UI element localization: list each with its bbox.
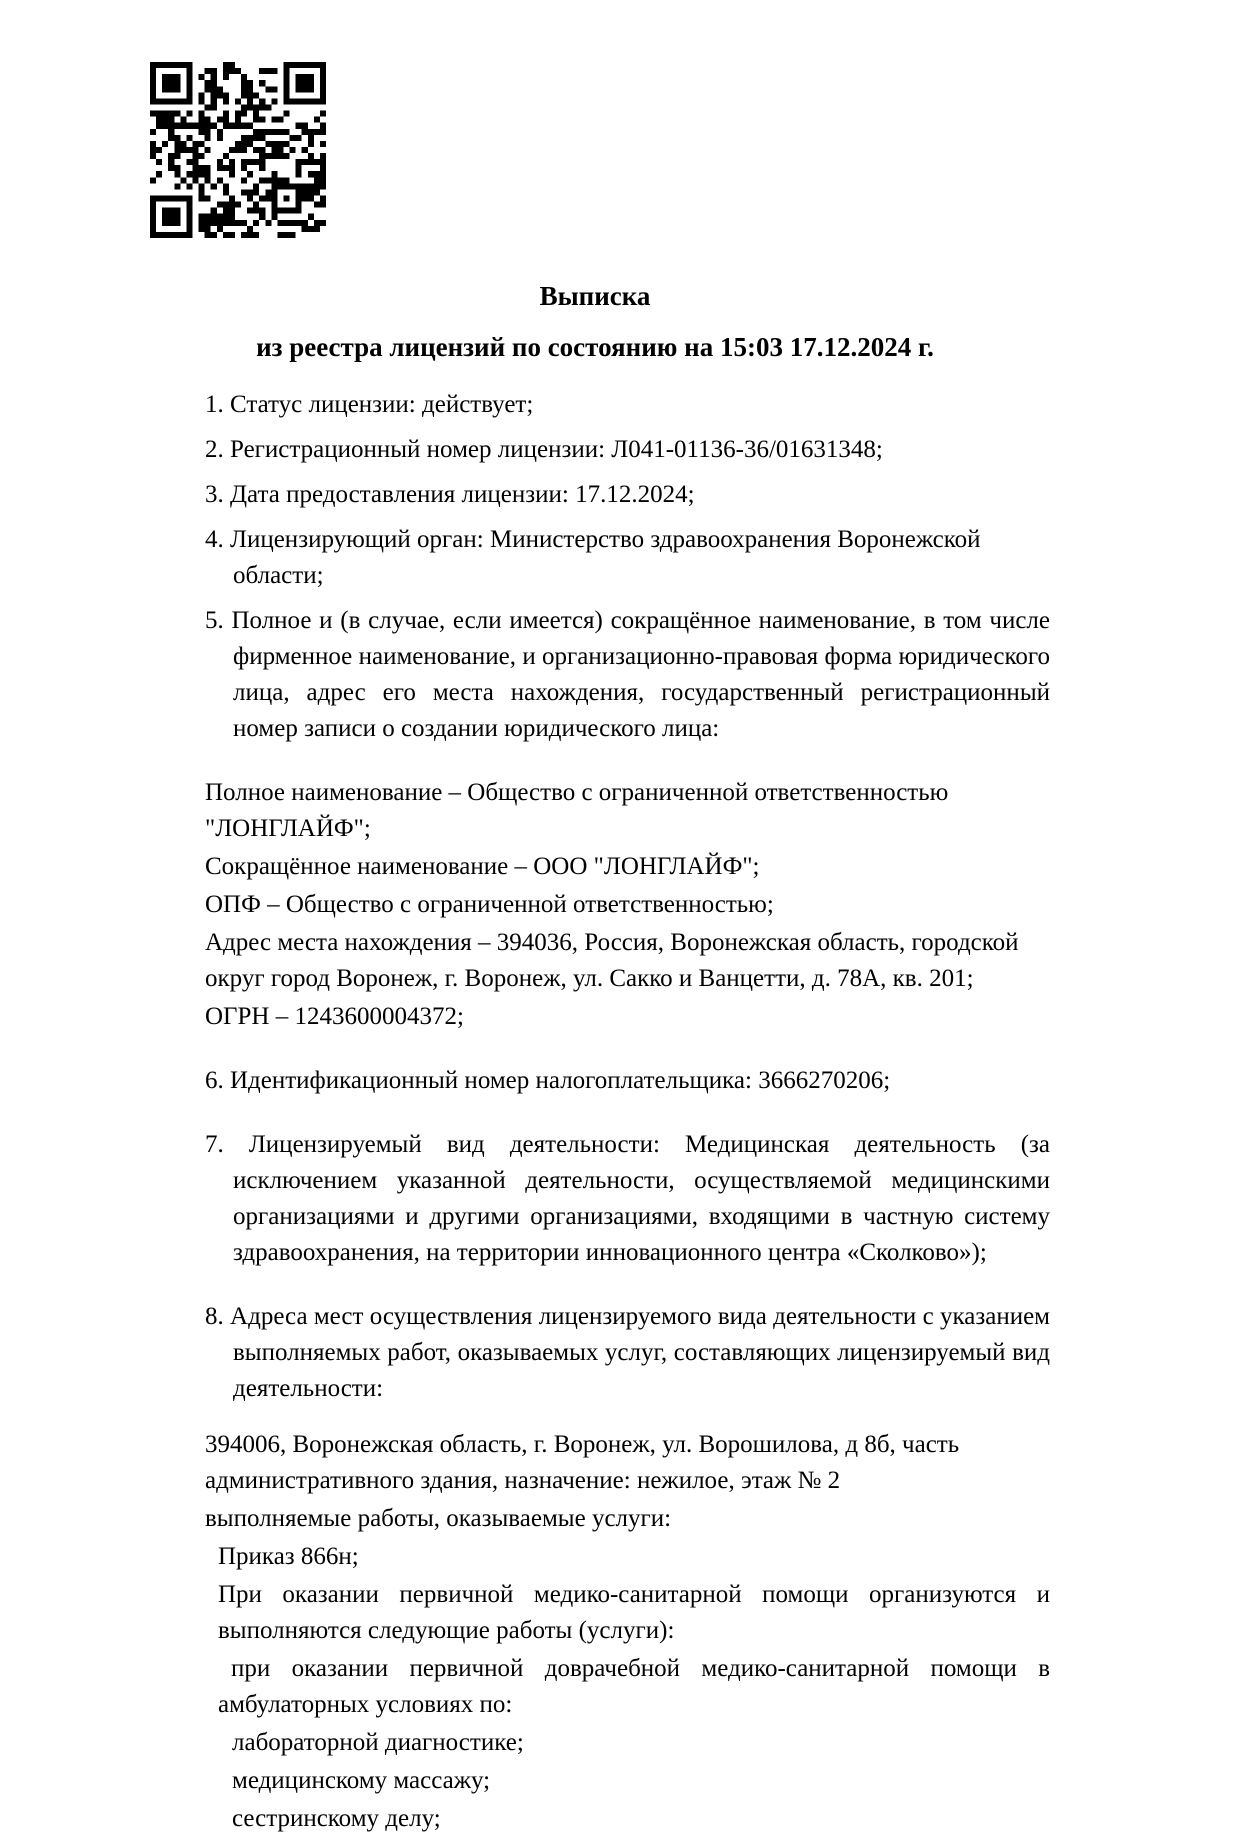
document-paragraph-7: Сокращённое наименование – ООО "ЛОНГЛАЙФ"; [205, 853, 760, 880]
qr-code [150, 62, 326, 238]
document-paragraph-6: Полное наименование – Общество с ограниченной ответственностью "ЛОНГЛАЙФ"; [205, 779, 949, 842]
document-paragraph-16: Приказ 866н; [218, 1543, 359, 1570]
document-paragraph-18: при оказании первичной доврачебной медико-санитарной помощи в амбулаторных условиях по: [218, 1655, 1050, 1718]
document-paragraph-8: ОПФ – Общество с ограниченной ответственностью; [205, 891, 774, 918]
document-paragraph-21: сестринскому делу; [232, 1805, 441, 1832]
document-paragraph-9: Адрес места нахождения – 394036, Россия, Воронежская область, городской округ город Воронеж, г. Воронеж, ул. Сакко и Ванцетти, д. 78А, кв. 201; [205, 929, 1019, 992]
document-paragraph-2: 2. Регистрационный номер лицензии: Л041-01136-36/01631348; [205, 436, 883, 463]
document-paragraph-20: медицинскому массажу; [232, 1767, 491, 1794]
document-subtitle: из реестра лицензий по состоянию на 15:03 17.12.2024 г. [256, 332, 934, 362]
document-paragraph-10: ОГРН – 1243600004372; [205, 1003, 464, 1030]
document-paragraph-17: При оказании первичной медико-санитарной помощи организуются и выполняются следующие работы (услуги): [218, 1581, 1050, 1644]
document-paragraph-4: 4. Лицензирующий орган: Министерство здравоохранения Воронежской области; [205, 526, 981, 589]
document-paragraph-3: 3. Дата предоставления лицензии: 17.12.2024; [205, 481, 695, 508]
document-paragraph-14: 394006, Воронежская область, г. Воронеж, ул. Ворошилова, д 8б, часть административного здания, назначение: нежилое, этаж № 2 [205, 1431, 960, 1494]
document-paragraph-19: лабораторной диагностике; [232, 1729, 524, 1756]
document-content [205, 278, 1050, 1837]
paragraph-list [205, 387, 1050, 1837]
document-paragraph-5: 5. Полное и (в случае, если имеется) сокращённое наименование, в том числе фирменное наименование, и организационно-правовая форма юридического лица, адрес его места нахождения, государственный регистрационный номер записи о создании юридического лица: [205, 607, 1050, 742]
document-paragraph-13: 8. Адреса мест осуществления лицензируемого вида деятельности с указанием выполняемых работ, оказываемых услуг, составляющих лицензируемый вид деятельности: [205, 1303, 1050, 1402]
document-paragraph-1: 1. Статус лицензии: действует; [205, 391, 534, 418]
document-paragraph-15: выполняемые работы, оказываемые услуги: [205, 1505, 672, 1532]
document-paragraph-11: 6. Идентификационный номер налогоплательщика: 3666270206; [205, 1067, 891, 1094]
document-paragraph-12: 7. Лицензируемый вид деятельности: Медицинская деятельность (за исключением указанной деятельности, осуществляемой медицинскими организациями и другими организациями, входящими в частную систему здравоохранения, на территории инновационного центра «Сколково»); [205, 1131, 1050, 1266]
document-title: Выписка [539, 281, 651, 311]
